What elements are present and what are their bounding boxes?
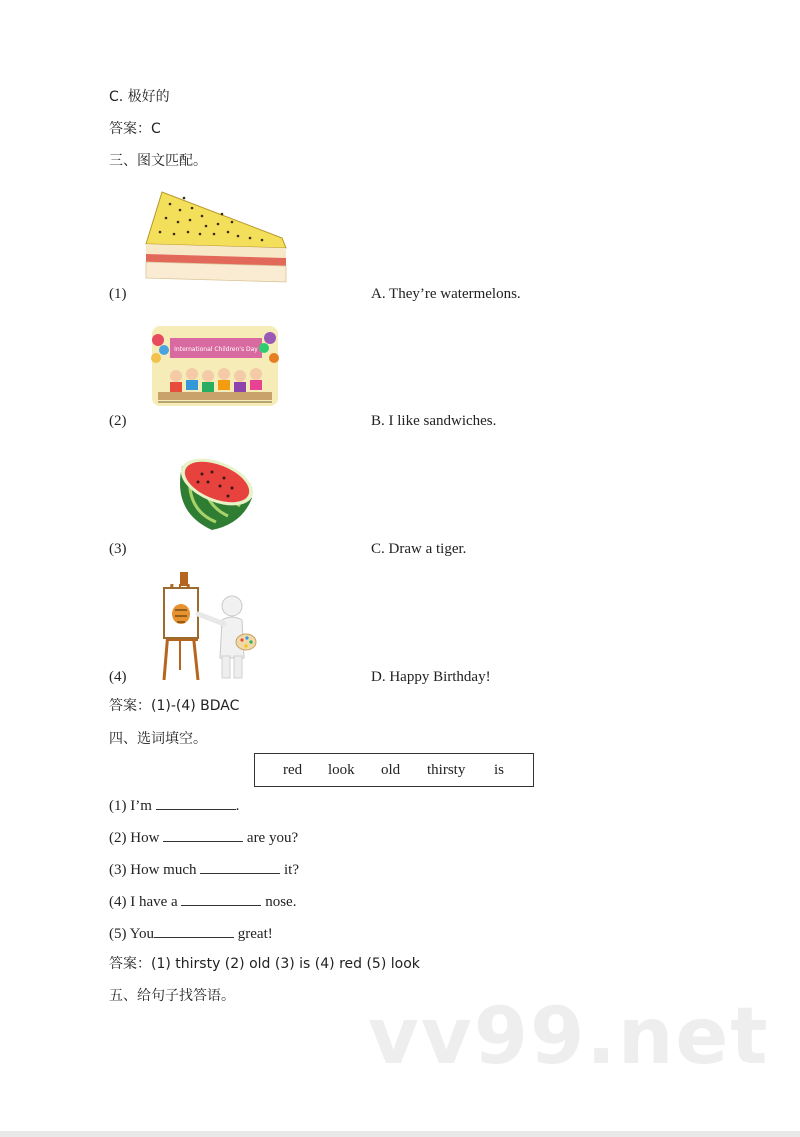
section3-heading: 三、图文匹配。 — [109, 153, 207, 169]
item1-number: (1) — [109, 286, 127, 302]
section3-answer-text: 答案：(1)-(4) BDAC — [109, 698, 240, 714]
q4-before: (4) I have a — [109, 894, 178, 910]
question-4 — [109, 891, 296, 911]
word-is: is — [494, 762, 505, 778]
option-b-text: B. I like sandwiches. — [371, 413, 497, 429]
q4-after: nose. — [265, 894, 297, 910]
page-bottom-edge — [0, 1131, 800, 1137]
option-a-text: A. They’re watermelons. — [371, 286, 521, 302]
section4-answer-text: 答案：(1) thirsty (2) old (3) is (4) red (5) look — [109, 956, 420, 972]
question-5 — [109, 923, 273, 943]
word-red: red — [283, 762, 303, 778]
q3-blank — [200, 859, 280, 874]
q3-before: (3) How much — [109, 862, 197, 878]
q2-blank — [163, 827, 243, 842]
watermelon-picture — [168, 452, 258, 534]
word-look: look — [328, 762, 355, 778]
section3-answer — [109, 697, 239, 715]
watermark: vv99.net — [368, 992, 770, 1082]
sandwich-picture — [140, 190, 290, 290]
q1-before: (1) I’m — [109, 798, 152, 814]
word-thirsty: thirsty — [427, 762, 466, 778]
word-bank-box — [254, 753, 534, 787]
q1-after: . — [235, 798, 240, 814]
q5-after: great! — [237, 926, 273, 942]
option-d-text: D. Happy Birthday! — [371, 669, 491, 685]
question-1 — [109, 795, 239, 815]
q4-blank — [181, 891, 261, 906]
q1-blank — [156, 795, 236, 810]
item4-number: (4) — [109, 669, 127, 685]
answer-1: 答案：C — [109, 121, 161, 137]
section5-heading: 五、给句子找答语。 — [109, 988, 235, 1004]
option-c-sentence: C. Draw a tiger. — [371, 541, 467, 557]
q2-after: are you? — [246, 830, 299, 846]
item3-number: (3) — [109, 541, 127, 557]
q5-before: (5) You — [109, 926, 155, 942]
q5-blank — [154, 923, 234, 938]
section4-heading: 四、选词填空。 — [109, 731, 207, 747]
q3-after: it? — [283, 862, 299, 878]
word-old: old — [381, 762, 401, 778]
banner-text: International Children's Day — [174, 346, 258, 353]
painter-tiger-picture — [158, 570, 258, 682]
section4-answer — [109, 955, 420, 973]
question-2 — [109, 827, 298, 847]
option-c-text: C. 极好的 — [109, 89, 170, 105]
q2-before: (2) How — [109, 830, 160, 846]
question-3 — [109, 859, 299, 879]
childrens-day-picture — [148, 318, 282, 416]
item2-number: (2) — [109, 413, 127, 429]
